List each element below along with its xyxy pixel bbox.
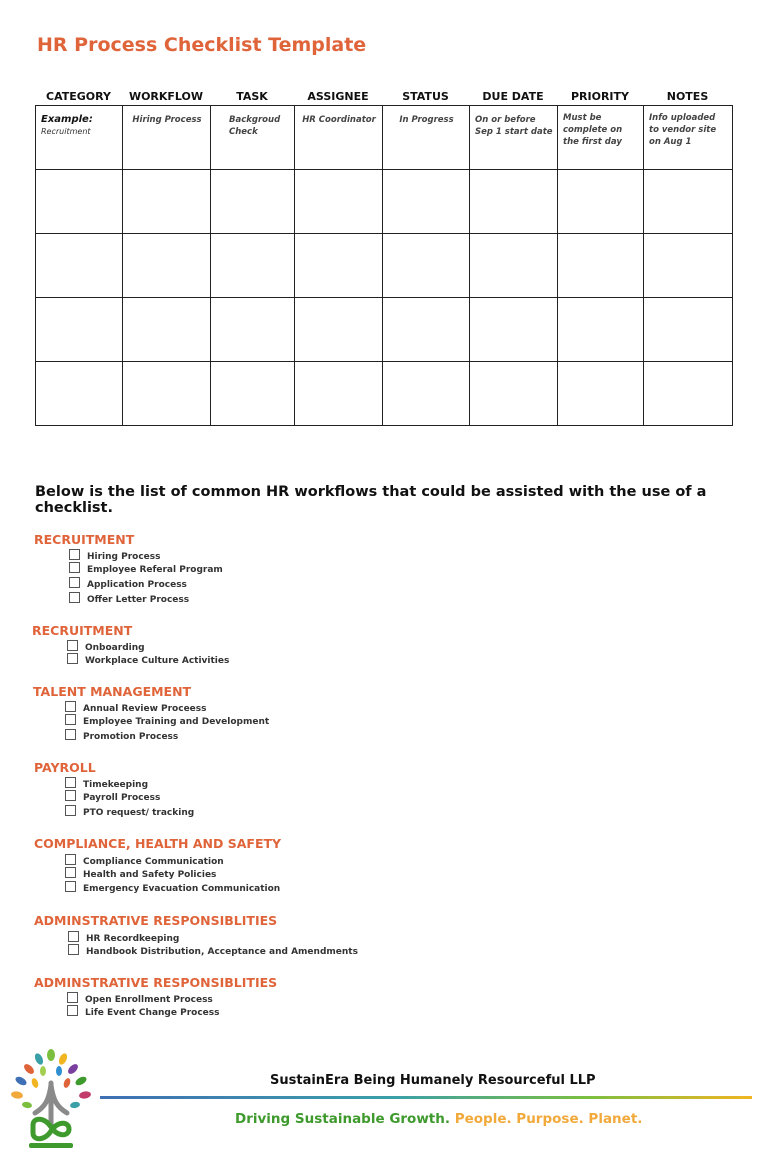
example-due-date-cell: [470, 106, 558, 170]
checkbox[interactable]: [65, 867, 76, 878]
page-title: HR Process Checklist Template: [37, 34, 367, 56]
column-header-workflow: WORKFLOW: [128, 90, 204, 103]
example-workflow-cell: [123, 106, 211, 170]
checklist-item[interactable]: Employee Training and Development: [65, 714, 269, 729]
checkbox[interactable]: [69, 577, 80, 588]
column-header-category: CATEGORY: [46, 90, 111, 103]
example-workflow: Hiring Process: [132, 115, 202, 125]
checkbox[interactable]: [69, 549, 80, 560]
tagline-orange: People. Purpose. Planet.: [454, 1111, 643, 1127]
example-assignee: HR Coordinator: [302, 115, 376, 125]
checkbox[interactable]: [69, 592, 80, 603]
checkbox[interactable]: [65, 790, 76, 801]
example-due-date: On or before Sep 1 start date: [475, 115, 553, 137]
column-header-due-date: DUE DATE: [482, 90, 544, 103]
checklist-item[interactable]: Onboarding: [67, 640, 145, 655]
checklist-item[interactable]: Annual Review Proceess: [65, 701, 207, 716]
checkbox[interactable]: [65, 777, 76, 788]
checkbox[interactable]: [68, 931, 79, 942]
section-title-talent-management: TALENT MANAGEMENT: [33, 684, 192, 699]
checkbox[interactable]: [67, 992, 78, 1003]
checkbox[interactable]: [65, 854, 76, 865]
checkbox[interactable]: [65, 805, 76, 816]
checkbox[interactable]: [65, 729, 76, 740]
column-header-task: TASK: [236, 90, 268, 103]
checklist-item[interactable]: HR Recordkeeping: [68, 931, 179, 946]
checklist-item[interactable]: PTO request/ tracking: [65, 805, 194, 820]
example-priority: Must be complete on the first day: [563, 113, 623, 147]
checklist-item[interactable]: Payroll Process: [65, 790, 160, 805]
example-row: [36, 106, 733, 170]
example-task-cell: [211, 106, 295, 170]
checkbox[interactable]: [65, 701, 76, 712]
checklist-item[interactable]: Handbook Distribution, Acceptance and Amendments: [68, 944, 358, 959]
example-assignee-cell: [295, 106, 383, 170]
section-title-administrative: ADMINSTRATIVE RESPONSIBLITIES: [34, 913, 278, 928]
section-title-recruitment-2: RECRUITMENT: [32, 623, 133, 638]
checkbox[interactable]: [65, 881, 76, 892]
example-notes: Info uploaded to vendor site on Aug 1: [649, 113, 717, 147]
checkbox[interactable]: [67, 653, 78, 664]
footer-divider: [100, 1096, 752, 1099]
example-category-cell: [36, 106, 123, 170]
column-header-priority: PRIORITY: [570, 90, 629, 103]
example-category: Recruitment: [41, 127, 91, 136]
intro-text: Below is the list of common HR workflows that could be assisted with the use of a checklist.: [35, 484, 707, 516]
checklist-item[interactable]: Application Process: [69, 577, 187, 592]
footer-tagline: [235, 1111, 642, 1127]
checkbox[interactable]: [65, 714, 76, 725]
column-header-notes: NOTES: [666, 90, 709, 103]
checkbox[interactable]: [69, 562, 80, 573]
checkbox[interactable]: [68, 944, 79, 955]
example-task: Backgroud Check: [229, 115, 281, 137]
example-status: In Progress: [399, 115, 454, 125]
table-row: [36, 170, 733, 234]
checkbox[interactable]: [67, 1005, 78, 1016]
table-row: [36, 298, 733, 362]
column-header-assignee: ASSIGNEE: [307, 90, 369, 103]
checklist-item[interactable]: Employee Referal Program: [69, 562, 223, 577]
checklist-table: [35, 105, 733, 426]
checklist-item[interactable]: Compliance Communication: [65, 854, 224, 869]
section-title-administrative-2: ADMINSTRATIVE RESPONSIBLITIES: [34, 975, 278, 990]
checkbox[interactable]: [67, 640, 78, 651]
checklist-item[interactable]: Open Enrollment Process: [67, 992, 213, 1007]
example-status-cell: [383, 106, 470, 170]
example-notes-cell: [644, 106, 733, 170]
section-title-payroll: PAYROLL: [34, 760, 96, 775]
checklist-item[interactable]: Life Event Change Process: [67, 1005, 219, 1020]
example-label: Example:: [41, 114, 93, 125]
checklist-item[interactable]: Timekeeping: [65, 777, 148, 792]
tagline-green: Driving Sustainable Growth.: [235, 1111, 450, 1127]
section-title-recruitment: RECRUITMENT: [34, 532, 135, 547]
table-row: [36, 362, 733, 426]
section-title-compliance: COMPLIANCE, HEALTH AND SAFETY: [34, 836, 282, 851]
company-name: SustainEra Being Humanely Resourceful LLP: [270, 1073, 596, 1088]
example-priority-cell: [558, 106, 644, 170]
checklist-item[interactable]: Emergency Evacuation Communication: [65, 881, 280, 896]
checklist-item[interactable]: Workplace Culture Activities: [67, 653, 229, 668]
checklist-item[interactable]: Promotion Process: [65, 729, 178, 744]
checklist-item[interactable]: Health and Safety Policies: [65, 867, 216, 882]
column-header-status: STATUS: [402, 90, 449, 103]
checklist-item[interactable]: Hiring Process: [69, 549, 161, 564]
table-row: [36, 234, 733, 298]
tree-logo-icon: [5, 1045, 97, 1153]
checklist-item[interactable]: Offer Letter Process: [69, 592, 189, 607]
